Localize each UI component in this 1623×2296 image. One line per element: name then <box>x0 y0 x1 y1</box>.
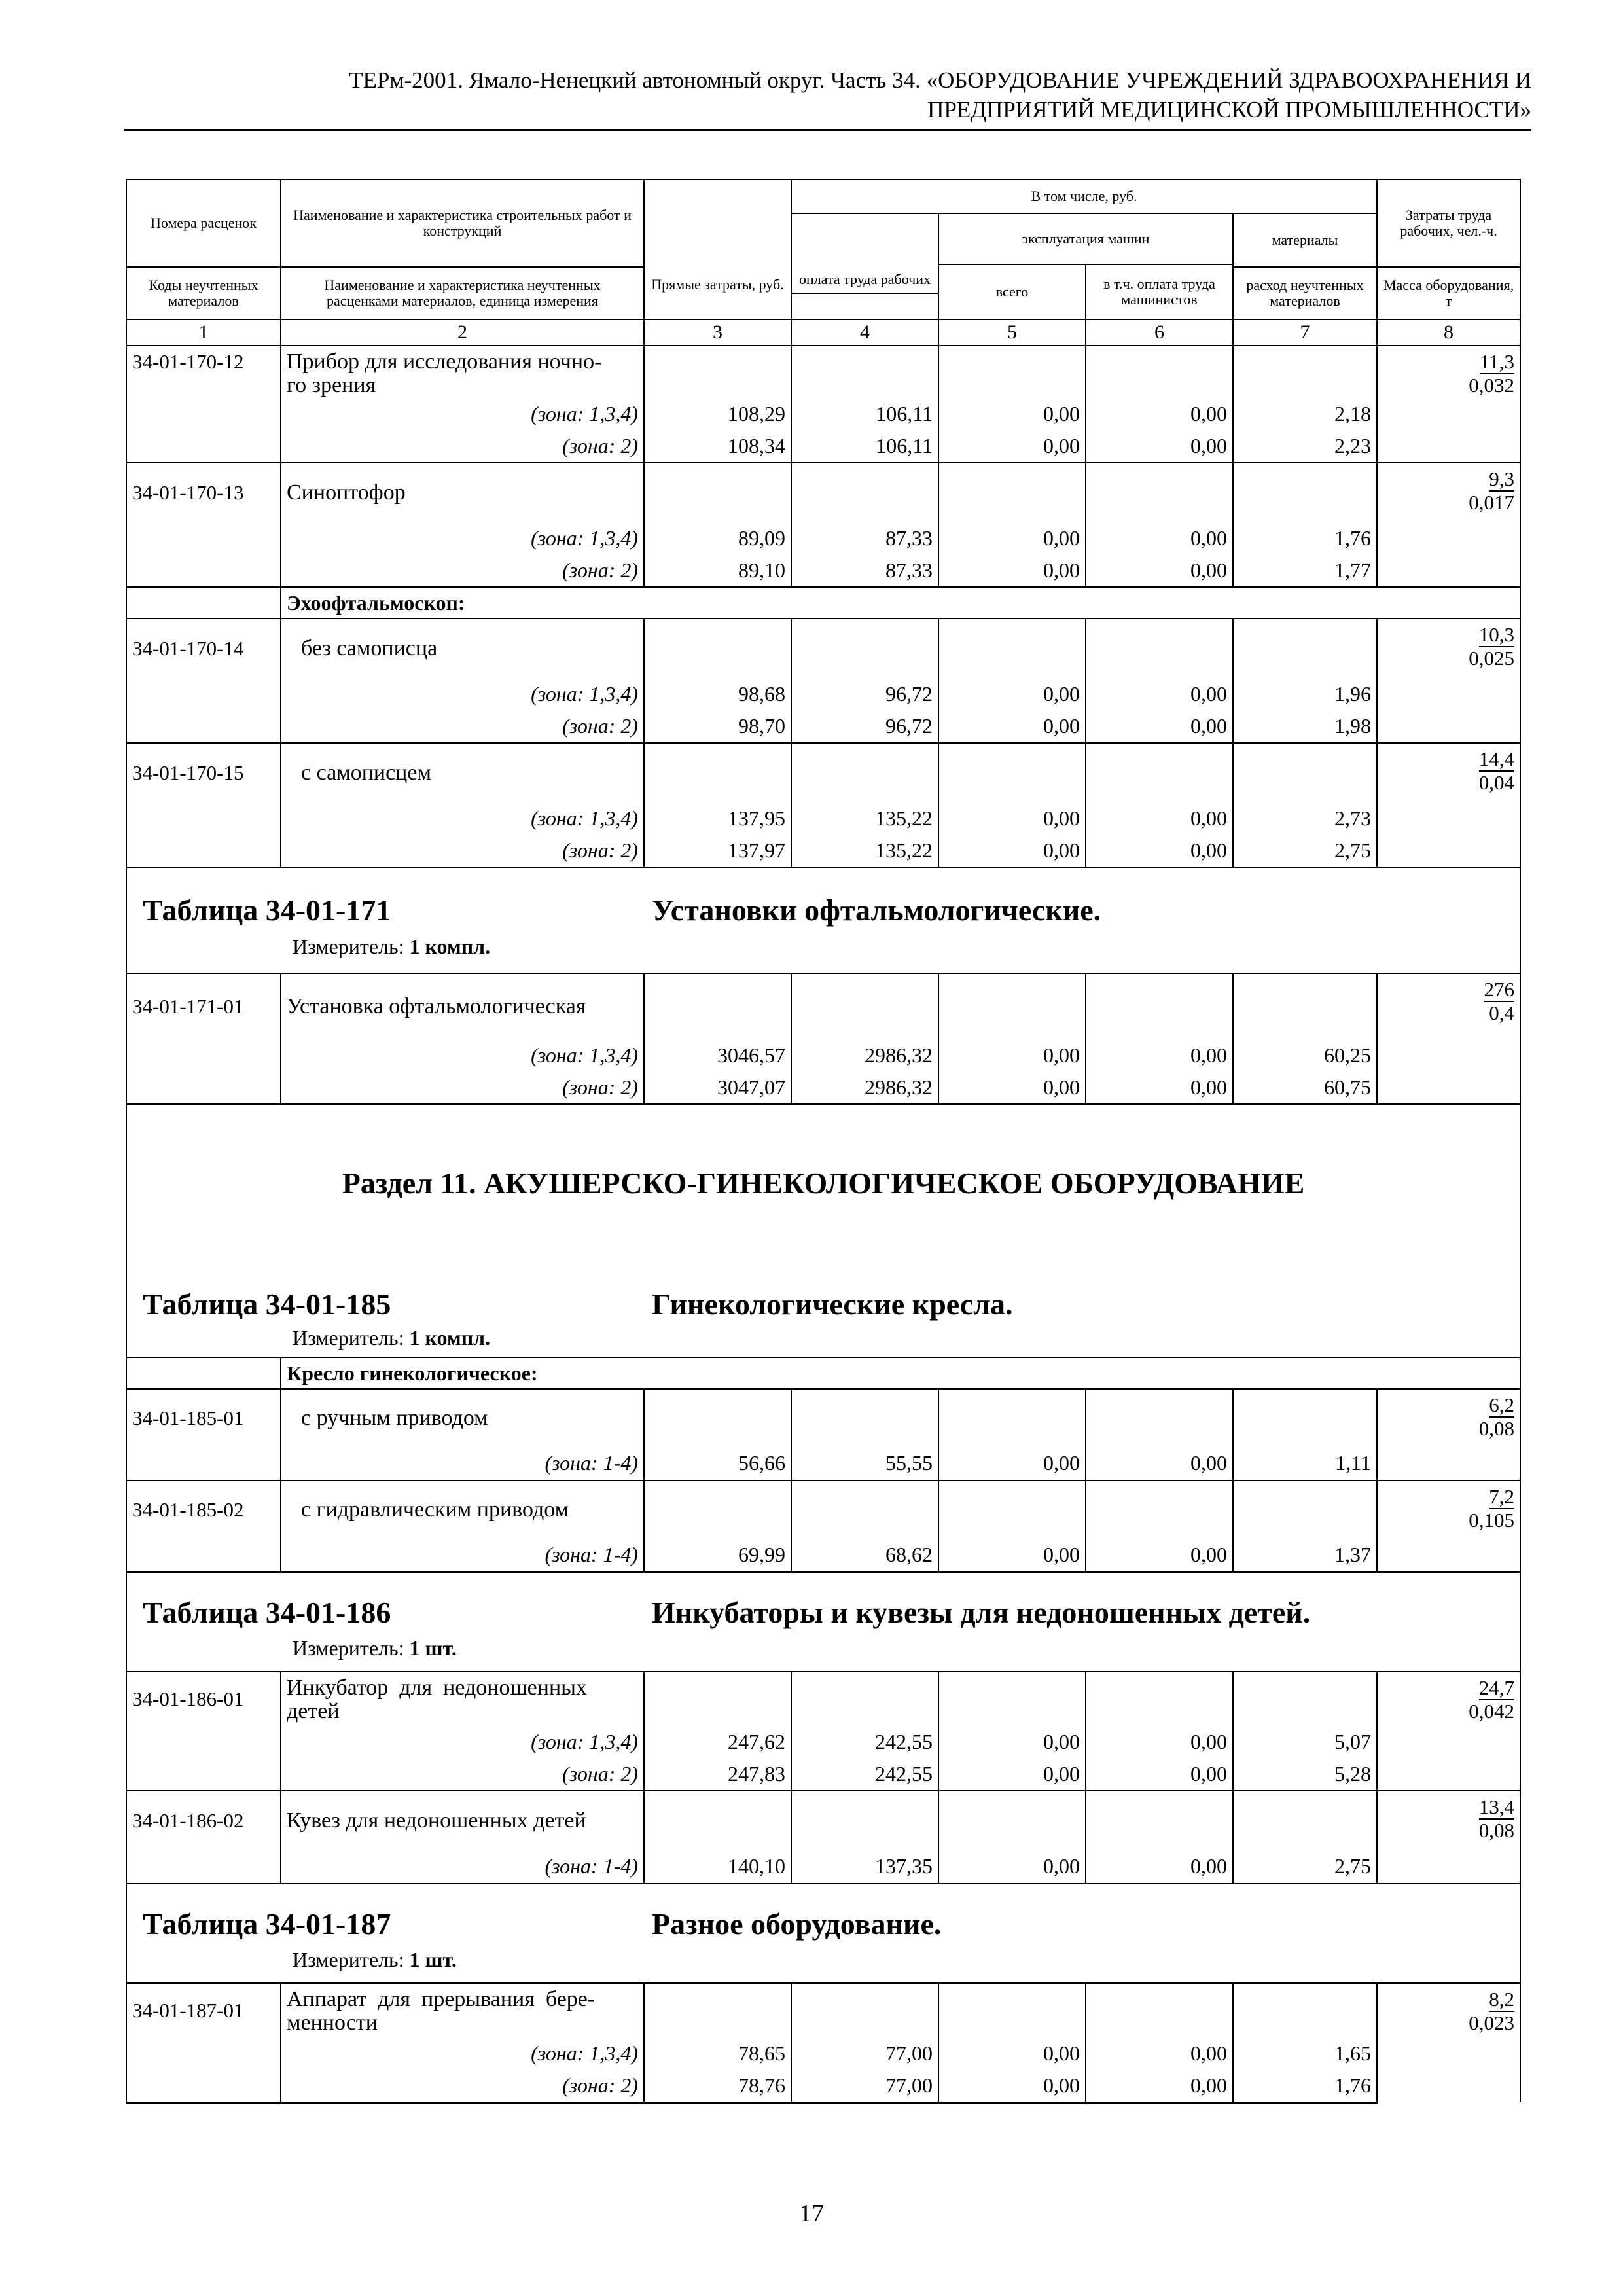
machines-total: 0,00 <box>938 1071 1086 1104</box>
machines-total: 0,00 <box>938 522 1086 554</box>
zone-label: (зона: 1-4) <box>281 1538 644 1572</box>
machines-wages: 0,00 <box>1086 430 1233 463</box>
unit-value: 1 шт. <box>409 1948 457 1971</box>
unit-value: 1 шт. <box>409 1636 457 1660</box>
col-num: 5 <box>938 319 1086 346</box>
wages: 55,55 <box>791 1446 938 1480</box>
rate-name: с самописцем <box>281 743 644 802</box>
running-header <box>124 65 1531 124</box>
machines-wages: 0,00 <box>1086 1446 1233 1480</box>
unit-value: 1 компл. <box>409 935 491 958</box>
wages: 77,00 <box>791 2037 938 2070</box>
col-head-codes-sub: Коды неучтенных материалов <box>126 267 281 319</box>
table-number: Таблица 34-01-187 <box>143 1907 391 1941</box>
materials: 1,77 <box>1233 554 1377 587</box>
machines-wages: 0,00 <box>1086 1725 1233 1758</box>
unit-label: Измеритель: <box>293 1948 404 1971</box>
mass-value: 0,032 <box>1469 374 1515 397</box>
group-heading: Эхоофтальмоскоп: <box>281 587 1520 619</box>
materials: 1,11 <box>1233 1446 1377 1480</box>
rate-code: 34-01-187-01 <box>126 1983 281 2037</box>
machines-total: 0,00 <box>938 1039 1086 1071</box>
rate-code: 34-01-171-01 <box>126 973 281 1039</box>
machines-wages: 0,00 <box>1086 802 1233 834</box>
materials: 2,73 <box>1233 802 1377 834</box>
labor-value: 13,4 <box>1478 1795 1515 1818</box>
zone-label: (зона: 1-4) <box>281 1850 644 1884</box>
direct-cost: 89,09 <box>644 522 791 554</box>
machines-total: 0,00 <box>938 397 1086 430</box>
direct-cost: 3047,07 <box>644 1071 791 1104</box>
materials: 2,75 <box>1233 834 1377 867</box>
labor-mass <box>1377 743 1520 867</box>
zone-label: (зона: 2) <box>281 430 644 463</box>
table-title: Установки офтальмологические. <box>652 893 1101 927</box>
rate-name <box>281 1983 644 2037</box>
materials: 1,76 <box>1233 2070 1377 2102</box>
wages: 96,72 <box>791 677 938 710</box>
col-head-materials-sub: расход неучтенных материалов <box>1233 267 1377 319</box>
mass-value: 0,08 <box>1478 1417 1515 1440</box>
materials: 1,96 <box>1233 677 1377 710</box>
unit-value: 1 компл. <box>409 1326 491 1350</box>
zone-label: (зона: 2) <box>281 834 644 867</box>
machines-wages: 0,00 <box>1086 522 1233 554</box>
materials: 1,37 <box>1233 1538 1377 1572</box>
direct-cost: 89,10 <box>644 554 791 587</box>
machines-wages: 0,00 <box>1086 834 1233 867</box>
wages: 106,11 <box>791 430 938 463</box>
rate-code: 34-01-170-13 <box>126 463 281 522</box>
unit-label: Измеритель: <box>293 1326 404 1350</box>
table-number: Таблица 34-01-186 <box>143 1596 391 1629</box>
zone-label: (зона: 1,3,4) <box>281 522 644 554</box>
zone-label: (зона: 1,3,4) <box>281 397 644 430</box>
rate-name: Синоптофор <box>281 463 644 522</box>
wages: 135,22 <box>791 802 938 834</box>
col-num: 2 <box>281 319 644 346</box>
direct-cost: 137,95 <box>644 802 791 834</box>
labor-mass <box>1377 1791 1520 1884</box>
machines-total: 0,00 <box>938 834 1086 867</box>
table-unit <box>293 1636 457 1660</box>
rate-name: с ручным приводом <box>281 1389 644 1446</box>
machines-total: 0,00 <box>938 1538 1086 1572</box>
wages: 135,22 <box>791 834 938 867</box>
machines-wages: 0,00 <box>1086 1850 1233 1884</box>
col-num: 7 <box>1233 319 1377 346</box>
zone-label: (зона: 1-4) <box>281 1446 644 1480</box>
mass-value: 0,023 <box>1469 2011 1515 2034</box>
machines-total: 0,00 <box>938 802 1086 834</box>
header-rule <box>124 129 1531 131</box>
direct-cost: 247,83 <box>644 1758 791 1791</box>
labor-mass <box>1377 1983 1520 2102</box>
rate-code: 34-01-170-14 <box>126 619 281 677</box>
zone-label: (зона: 2) <box>281 554 644 587</box>
machines-wages: 0,00 <box>1086 1071 1233 1104</box>
zone-label: (зона: 1,3,4) <box>281 677 644 710</box>
labor-mass <box>1377 1672 1520 1791</box>
labor-value: 10,3 <box>1478 623 1515 646</box>
rate-code: 34-01-185-01 <box>126 1389 281 1446</box>
labor-value: 276 <box>1484 978 1515 1001</box>
rate-name-line: Прибор для исследования ночно- <box>287 350 602 374</box>
labor-value: 8,2 <box>1489 1988 1515 2011</box>
labor-value: 7,2 <box>1489 1485 1515 1508</box>
wages: 2986,32 <box>791 1071 938 1104</box>
labor-value: 11,3 <box>1479 350 1515 373</box>
rate-code: 34-01-185-02 <box>126 1480 281 1538</box>
machines-total: 0,00 <box>938 1725 1086 1758</box>
materials: 5,28 <box>1233 1758 1377 1791</box>
labor-value: 9,3 <box>1489 467 1515 490</box>
mass-value: 0,04 <box>1478 771 1515 794</box>
direct-cost: 108,29 <box>644 397 791 430</box>
mass-value: 0,08 <box>1478 1819 1515 1842</box>
table-unit <box>293 1326 490 1350</box>
machines-total: 0,00 <box>938 1446 1086 1480</box>
zone-label: (зона: 2) <box>281 1758 644 1791</box>
table-unit <box>293 1948 457 1972</box>
col-head-direct: Прямые затраты, руб. <box>644 179 791 319</box>
materials: 5,07 <box>1233 1725 1377 1758</box>
zone-label: (зона: 2) <box>281 2070 644 2102</box>
table-title: Инкубаторы и кувезы для недоношенных детей. <box>652 1596 1311 1629</box>
col-head-materials: материалы <box>1233 213 1377 267</box>
materials: 2,75 <box>1233 1850 1377 1884</box>
direct-cost: 108,34 <box>644 430 791 463</box>
zone-label: (зона: 1,3,4) <box>281 802 644 834</box>
mass-value: 0,025 <box>1469 647 1515 670</box>
col-head-name: Наименование и характеристика строительных работ и конструкций <box>281 179 644 267</box>
table-unit <box>293 935 490 959</box>
wages: 242,55 <box>791 1725 938 1758</box>
running-header-line2: ПРЕДПРИЯТИЙ МЕДИЦИНСКОЙ ПРОМЫШЛЕННОСТИ» <box>927 97 1531 122</box>
machines-wages: 0,00 <box>1086 397 1233 430</box>
direct-cost: 137,97 <box>644 834 791 867</box>
machines-wages: 0,00 <box>1086 2037 1233 2070</box>
direct-cost: 98,68 <box>644 677 791 710</box>
materials: 60,25 <box>1233 1039 1377 1071</box>
rate-name-line: Аппарат для прерывания бере- <box>287 1987 596 2011</box>
col-num: 1 <box>126 319 281 346</box>
col-head-codes: Номера расценок <box>126 179 281 267</box>
col-head-labor: Затраты труда рабочих, чел.-ч. <box>1377 179 1520 267</box>
unit-label: Измеритель: <box>293 935 404 958</box>
direct-cost: 69,99 <box>644 1538 791 1572</box>
zone-label: (зона: 1,3,4) <box>281 1039 644 1071</box>
rate-name: Кувез для недоношенных детей <box>281 1791 644 1850</box>
mass-value: 0,042 <box>1469 1700 1515 1723</box>
rate-code: 34-01-186-01 <box>126 1672 281 1725</box>
rate-name: без самописца <box>281 619 644 677</box>
section-heading: Раздел 11. АКУШЕРСКО-ГИНЕКОЛОГИЧЕСКОЕ ОБОРУДОВАНИЕ <box>342 1166 1305 1200</box>
labor-mass <box>1377 619 1520 743</box>
labor-mass <box>1377 346 1520 463</box>
labor-mass <box>1377 1480 1520 1572</box>
col-head-machines-wages: в т.ч. оплата труда машинистов <box>1086 264 1233 319</box>
direct-cost: 78,76 <box>644 2070 791 2102</box>
rate-name: Установка офтальмологическая <box>281 973 644 1039</box>
machines-total: 0,00 <box>938 677 1086 710</box>
wages: 137,35 <box>791 1850 938 1884</box>
machines-total: 0,00 <box>938 2037 1086 2070</box>
table-title: Разное оборудование. <box>652 1907 942 1941</box>
machines-wages: 0,00 <box>1086 677 1233 710</box>
col-head-name-sub: Наименование и характеристика неучтенных расценками материалов, единица измерения <box>281 267 644 319</box>
mass-value: 0,4 <box>1489 1001 1515 1024</box>
labor-mass <box>1377 1389 1520 1480</box>
direct-cost: 247,62 <box>644 1725 791 1758</box>
wages: 77,00 <box>791 2070 938 2102</box>
unit-label: Измеритель: <box>293 1636 404 1660</box>
machines-wages: 0,00 <box>1086 1758 1233 1791</box>
materials: 60,75 <box>1233 1071 1377 1104</box>
machines-total: 0,00 <box>938 710 1086 743</box>
machines-total: 0,00 <box>938 554 1086 587</box>
labor-value: 24,7 <box>1478 1676 1515 1699</box>
mass-value: 0,105 <box>1469 1509 1515 1532</box>
labor-value: 6,2 <box>1489 1393 1515 1416</box>
machines-wages: 0,00 <box>1086 710 1233 743</box>
materials: 1,65 <box>1233 2037 1377 2070</box>
rate-name-line: го зрения <box>287 373 376 397</box>
materials: 1,98 <box>1233 710 1377 743</box>
materials: 1,76 <box>1233 522 1377 554</box>
rate-name-line: Инкубатор для недоношенных <box>287 1676 587 1700</box>
table-title: Гинекологические кресла. <box>652 1287 1013 1321</box>
zone-label: (зона: 1,3,4) <box>281 2037 644 2070</box>
col-head-incl: В том числе, руб. <box>791 179 1377 213</box>
col-num: 3 <box>644 319 791 346</box>
rate-name: с гидравлическим приводом <box>281 1480 644 1538</box>
machines-wages: 0,00 <box>1086 2070 1233 2102</box>
machines-wages: 0,00 <box>1086 1039 1233 1071</box>
machines-wages: 0,00 <box>1086 1538 1233 1572</box>
direct-cost: 3046,57 <box>644 1039 791 1071</box>
direct-cost: 98,70 <box>644 710 791 743</box>
col-head-machines: эксплуатация машин <box>938 213 1233 264</box>
machines-total: 0,00 <box>938 2070 1086 2102</box>
labor-mass <box>1377 973 1520 1104</box>
col-head-mass: Масса оборудования, т <box>1377 267 1520 319</box>
rate-name-line: менности <box>287 2011 378 2035</box>
rate-name <box>281 1672 644 1725</box>
wages: 2986,32 <box>791 1039 938 1071</box>
wages: 87,33 <box>791 522 938 554</box>
machines-wages: 0,00 <box>1086 554 1233 587</box>
zone-label: (зона: 1,3,4) <box>281 1725 644 1758</box>
table-title-block <box>126 867 1520 973</box>
col-head-wages: оплата труда рабочих <box>791 213 938 293</box>
rate-code: 34-01-170-12 <box>126 346 281 397</box>
zone-label: (зона: 2) <box>281 710 644 743</box>
rate-name <box>281 346 644 397</box>
group-heading: Кресло гинекологическое: <box>281 1357 1520 1389</box>
machines-total: 0,00 <box>938 430 1086 463</box>
direct-cost: 78,65 <box>644 2037 791 2070</box>
col-num: 6 <box>1086 319 1233 346</box>
wages: 68,62 <box>791 1538 938 1572</box>
wages: 96,72 <box>791 710 938 743</box>
table-number: Таблица 34-01-171 <box>143 893 391 927</box>
labor-value: 14,4 <box>1478 747 1515 770</box>
mass-value: 0,017 <box>1469 491 1515 514</box>
wages: 106,11 <box>791 397 938 430</box>
wages: 87,33 <box>791 554 938 587</box>
materials: 2,18 <box>1233 397 1377 430</box>
col-head-machines-total: всего <box>938 264 1086 319</box>
section-block <box>126 1104 1520 1357</box>
price-table <box>126 179 1521 2104</box>
machines-total: 0,00 <box>938 1758 1086 1791</box>
machines-total: 0,00 <box>938 1850 1086 1884</box>
rate-code: 34-01-170-15 <box>126 743 281 802</box>
table-number: Таблица 34-01-185 <box>143 1287 391 1321</box>
zone-label: (зона: 2) <box>281 1071 644 1104</box>
direct-cost: 140,10 <box>644 1850 791 1884</box>
rate-code: 34-01-186-02 <box>126 1791 281 1850</box>
running-header-line1: ТЕРм-2001. Ямало-Ненецкий автономный округ. Часть 34. «ОБОРУДОВАНИЕ УЧРЕЖДЕНИЙ ЗДРАВООХРАНЕНИЯ И <box>349 67 1531 93</box>
wages: 242,55 <box>791 1758 938 1791</box>
direct-cost: 56,66 <box>644 1446 791 1480</box>
table-title-block <box>126 1884 1520 1983</box>
col-num: 8 <box>1377 319 1520 346</box>
rate-name-line: детей <box>287 1699 340 1723</box>
page-number: 17 <box>799 2200 824 2227</box>
labor-mass <box>1377 463 1520 587</box>
materials: 2,23 <box>1233 430 1377 463</box>
table-title-block <box>126 1572 1520 1672</box>
col-num: 4 <box>791 319 938 346</box>
